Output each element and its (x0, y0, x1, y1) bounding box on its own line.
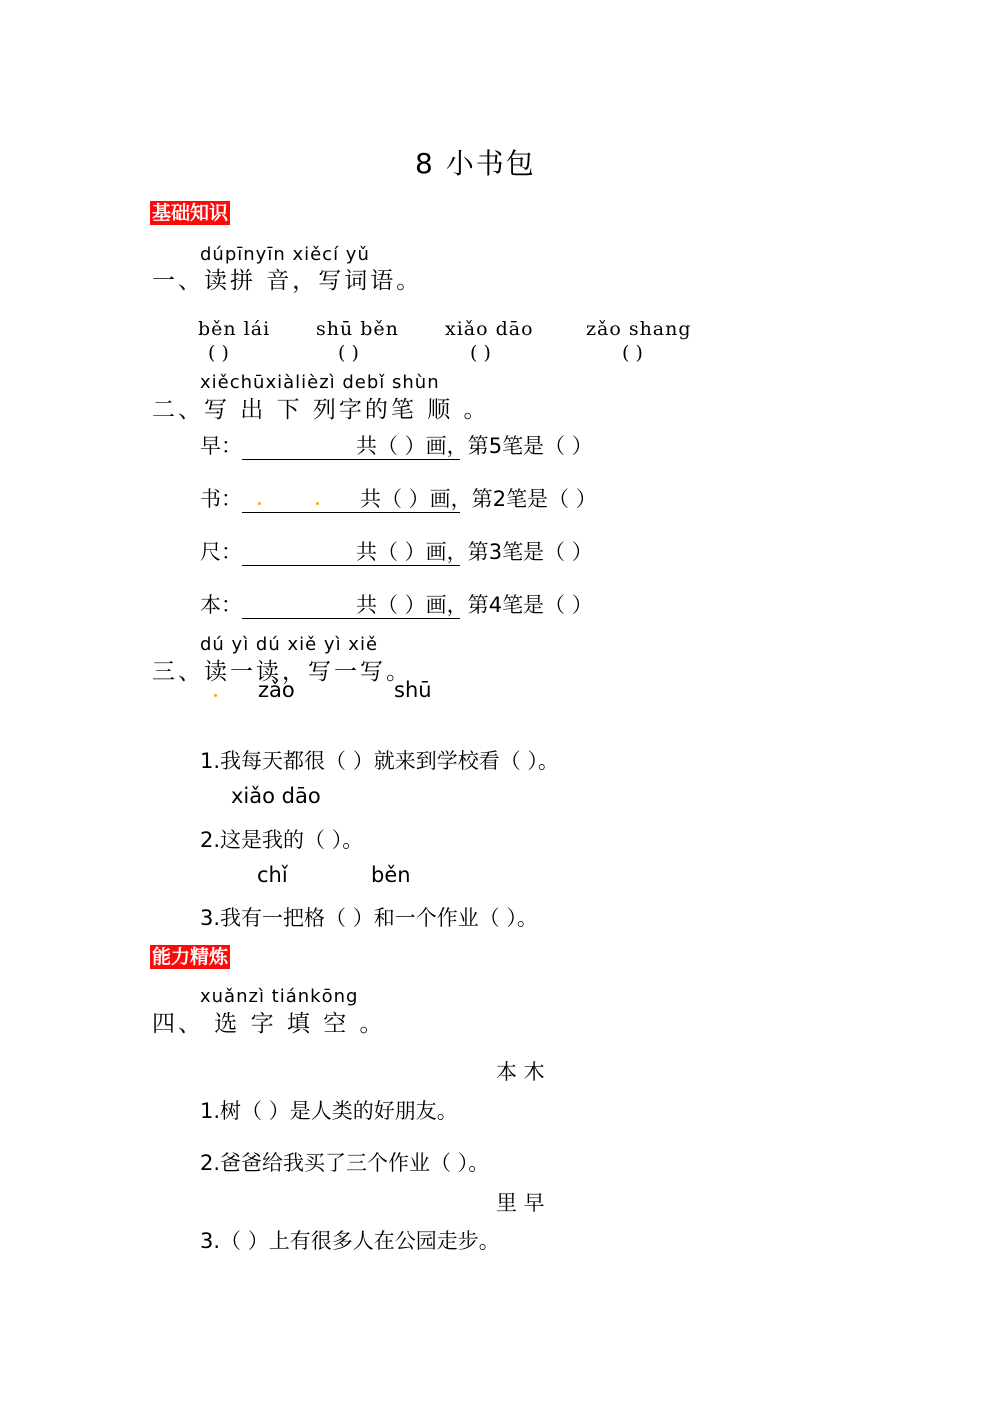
q2-row-number: 5 (488, 434, 503, 458)
q2-row-number: 2 (492, 487, 507, 511)
q1-answer-blank-4[interactable]: ( ) (622, 342, 643, 364)
q2-row-mid (356, 536, 593, 566)
q2-row-char: 本： (200, 593, 242, 617)
q3-item1-pinyin-2: shū (394, 678, 432, 702)
q4-heading: 四、 选 字 填 空 。 (152, 1011, 386, 1037)
q2-heading: 二、写 出 下 列字的笔 顺 。 (152, 397, 490, 423)
q1-pinyin: dúpīnyīn xiěcí yǔ (200, 244, 370, 265)
q1-heading: 一、读拼 音，写词语。 (152, 268, 423, 294)
q1-answer-blank-1[interactable]: ( ) (208, 342, 229, 364)
q3-sentence-3: 3.我有一把格（ ）和一个作业（ ）。 (200, 906, 538, 930)
q3-sentence-1: 1.我每天都很（ ）就来到学校看（ ）。 (200, 749, 559, 773)
q2-row-char: 早： (200, 434, 242, 458)
q2-row-count-text: 共（ ）画，第 (356, 593, 489, 617)
page-title: 8 小书包 (415, 147, 536, 180)
q1-word-4: zǎo shang (586, 318, 692, 340)
q2-row-mid (356, 430, 593, 460)
q4-pinyin: xuǎnzì tiánkōng (200, 986, 359, 1007)
q3-heading: 三、读一读，写一写。 (152, 659, 412, 685)
q4-choice-2: 里 早 (496, 1191, 545, 1215)
q3-item1-pinyin-1: zǎo (258, 678, 295, 702)
q1-word-1: běn lái (198, 318, 271, 340)
q2-row-mid (360, 483, 597, 513)
q3-sentence-2: 2.这是我的（ ）。 (200, 828, 364, 852)
q1-word-2: shū běn (316, 318, 399, 340)
stray-dot (316, 502, 319, 505)
q2-row-count-text: 共（ ）画，第 (360, 487, 493, 511)
q2-row-stroke-text: 笔是（ ） (502, 593, 593, 617)
stray-dot (214, 694, 217, 697)
q3-item2-pinyin: xiǎo dāo (231, 784, 321, 808)
q2-row-number: 3 (488, 540, 503, 564)
q3-item3-pinyin-2: běn (371, 863, 411, 887)
q2-row-stroke-text: 笔是（ ） (506, 487, 597, 511)
q2-row-stroke-text: 笔是（ ） (502, 540, 593, 564)
q2-row-char: 书： (200, 487, 242, 511)
q2-row-count-text: 共（ ）画，第 (356, 540, 489, 564)
section-badge-basic: 基础知识 (152, 202, 229, 224)
q2-row-stroke-text: 笔是（ ） (502, 434, 593, 458)
q2-row-char: 尺： (200, 540, 242, 564)
section-badge-ability: 能力精炼 (152, 946, 229, 968)
q3-item3-pinyin-1: chǐ (257, 863, 288, 887)
q1-answer-blank-3[interactable]: ( ) (470, 342, 491, 364)
q2-row-count-text: 共（ ）画，第 (356, 434, 489, 458)
q4-choice-1: 本 木 (496, 1060, 545, 1084)
q2-pinyin: xiěchūxiàlièzì debǐ shùn (200, 372, 440, 393)
q3-pinyin: dú yì dú xiě yì xiě (200, 634, 379, 655)
q4-sentence-3: 3.（ ）上有很多人在公园走步。 (200, 1229, 500, 1253)
q4-sentence-2: 2.爸爸给我买了三个作业（ ）。 (200, 1151, 490, 1175)
q4-sentence-1: 1.树（ ）是人类的好朋友。 (200, 1099, 458, 1123)
q2-row-number: 4 (488, 593, 503, 617)
stray-dot (258, 502, 261, 505)
q1-word-3: xiǎo dāo (445, 318, 534, 340)
q1-answer-blank-2[interactable]: ( ) (338, 342, 359, 364)
q2-row-mid (356, 589, 593, 619)
